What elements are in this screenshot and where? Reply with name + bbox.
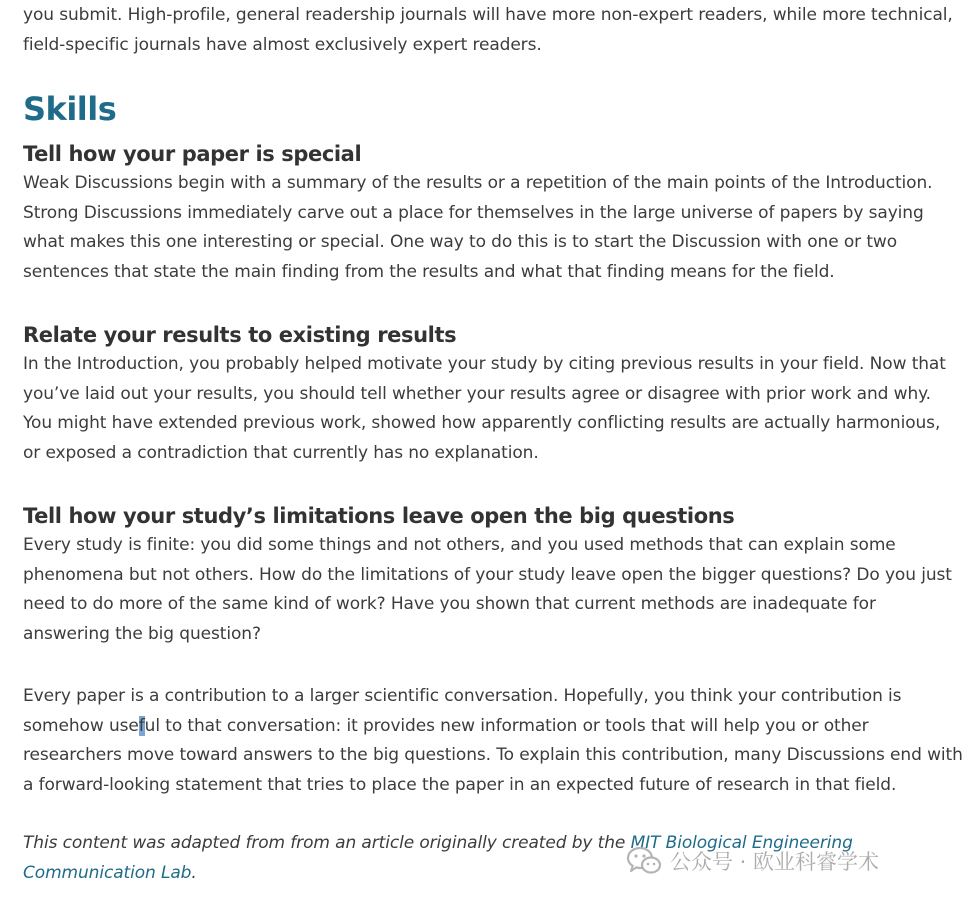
wechat-icon (626, 846, 662, 876)
attribution-prefix: This content was adapted from from an article originally created by the (23, 833, 631, 853)
attribution-suffix: . (191, 862, 197, 883)
closing-text-start: Every paper is a contribution to a larger scientific conversation. Hopefully, you think your contribution is somehow use (23, 686, 902, 736)
text-selection-highlight[interactable]: f (138, 715, 145, 736)
subsection-body: In the Introduction, you probably helped motivate your study by citing previous results in your field. Now that you’ve laid out your results, you should tell whether your results agree or disagree with prior work and why. You might have extended previous work, showed how apparently conflicting results are actually harmonious, or exposed a contradiction that currently has no explanation. (23, 354, 946, 463)
subsection-heading: Relate your results to existing results (23, 323, 457, 347)
closing-text-end: ul to that conversation: it provides new information or tools that will help you or other researchers move toward answers to the big questions. To explain this contribution, many Discussions end with a forward-looking statement that tries to place the paper in an expected future of research in that field. (23, 715, 963, 795)
subsection-limitations (23, 501, 958, 649)
subsection-heading: Tell how your study’s limitations leave open the big questions (23, 504, 735, 528)
subsection-body: Weak Discussions begin with a summary of the results or a repetition of the main points of the Introduction. Strong Discussions immediately carve out a place for themselves in the large universe of papers by saying what makes this one interesting or special. One way to do this is to start the Discussion with one or two sentences that state the main finding from the results and what that finding means for the field. (23, 173, 933, 282)
attribution-link[interactable]: MIT Biological Engineering Communication Lab (23, 833, 853, 883)
watermark (626, 846, 879, 876)
subsection-existing-results (23, 320, 958, 468)
section-title: Skills (23, 90, 117, 128)
closing-paragraph (23, 682, 963, 800)
subsection-heading: Tell how your paper is special (23, 142, 362, 166)
subsection-body: Every study is finite: you did some things and not others, and you used methods that can explain some phenomena but not others. How do the limitations of your study leave open the bigger questions? Do you just need to do more of the same kind of work? Have you shown that current methods are inadequate for answering the big question? (23, 535, 952, 644)
intro-paragraph: you submit. High-profile, general readership journals will have more non-expert readers, while more technical, field-specific journals have almost exclusively expert readers. (23, 5, 953, 55)
watermark-text: 公众号 · 欧业科睿学术 (670, 850, 880, 874)
subsection-special (23, 139, 958, 287)
